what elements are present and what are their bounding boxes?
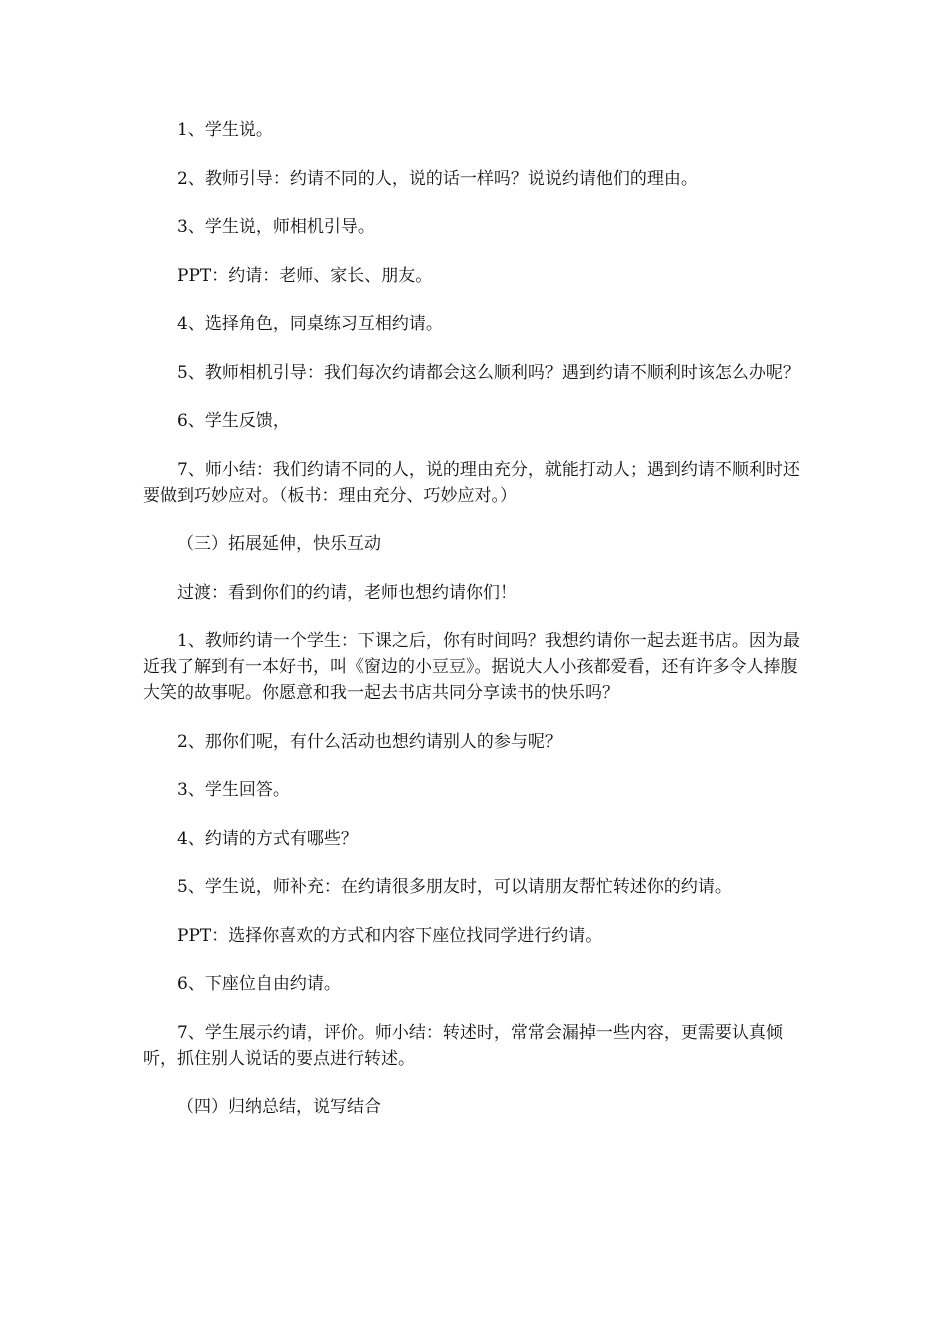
paragraph-7: 6、学生反馈， [177, 411, 290, 431]
paragraph-12: 2、那你们呢，有什么活动也想约请别人的参与呢？ [177, 731, 562, 752]
paragraph-10: 过渡：看到你们的约请，老师也想约请你们！ [177, 582, 517, 603]
document-body [143, 117, 808, 1143]
paragraph-1: 1、学生说。 [177, 120, 273, 140]
paragraph-3: 3、学生说，师相机引导。 [177, 217, 375, 237]
paragraph-16: PPT：选择你喜欢的方式和内容下座位找同学进行约请。 [177, 925, 603, 946]
paragraph-14: 4、约请的方式有哪些？ [177, 828, 358, 849]
paragraph-13: 3、学生回答。 [177, 780, 290, 800]
paragraph-2: 2、教师引导：约请不同的人，说的话一样吗？说说约请他们的理由。 [177, 168, 698, 189]
paragraph-4: PPT：约请：老师、家长、朋友。 [177, 265, 433, 286]
section-heading-3: （三）拓展延伸，快乐互动 [177, 534, 381, 554]
paragraph-5: 4、选择角色，同桌练习互相约请。 [177, 314, 443, 334]
paragraph-11: 1、教师约请一个学生：下课之后，你有时间吗？我想约请你一起去逛书店。因为最近我了解到有一本好书，叫《窗边的小豆豆》。据说大人小孩都爱看，还有许多令人捧腹大笑的故事呢。你愿意和我一起去书店共同分享读书的快乐吗？ [143, 631, 800, 703]
section-heading-4: （四）归纳总结，说写结合 [177, 1097, 381, 1117]
paragraph-6: 5、教师相机引导：我们每次约请都会这么顺利吗？遇到约请不顺利时该怎么办呢？ [177, 362, 800, 383]
paragraph-15: 5、学生说，师补充：在约请很多朋友时，可以请朋友帮忙转述你的约请。 [177, 877, 732, 897]
paragraph-17: 6、下座位自由约请。 [177, 974, 341, 994]
paragraph-8: 7、师小结：我们约请不同的人，说的理由充分，就能打动人；遇到约请不顺利时还要做到巧妙应对。（板书：理由充分、巧妙应对。） [143, 459, 800, 506]
paragraph-18: 7、学生展示约请，评价。师小结：转述时，常常会漏掉一些内容，更需要认真倾听，抓住别人说话的要点进行转述。 [143, 1022, 783, 1069]
